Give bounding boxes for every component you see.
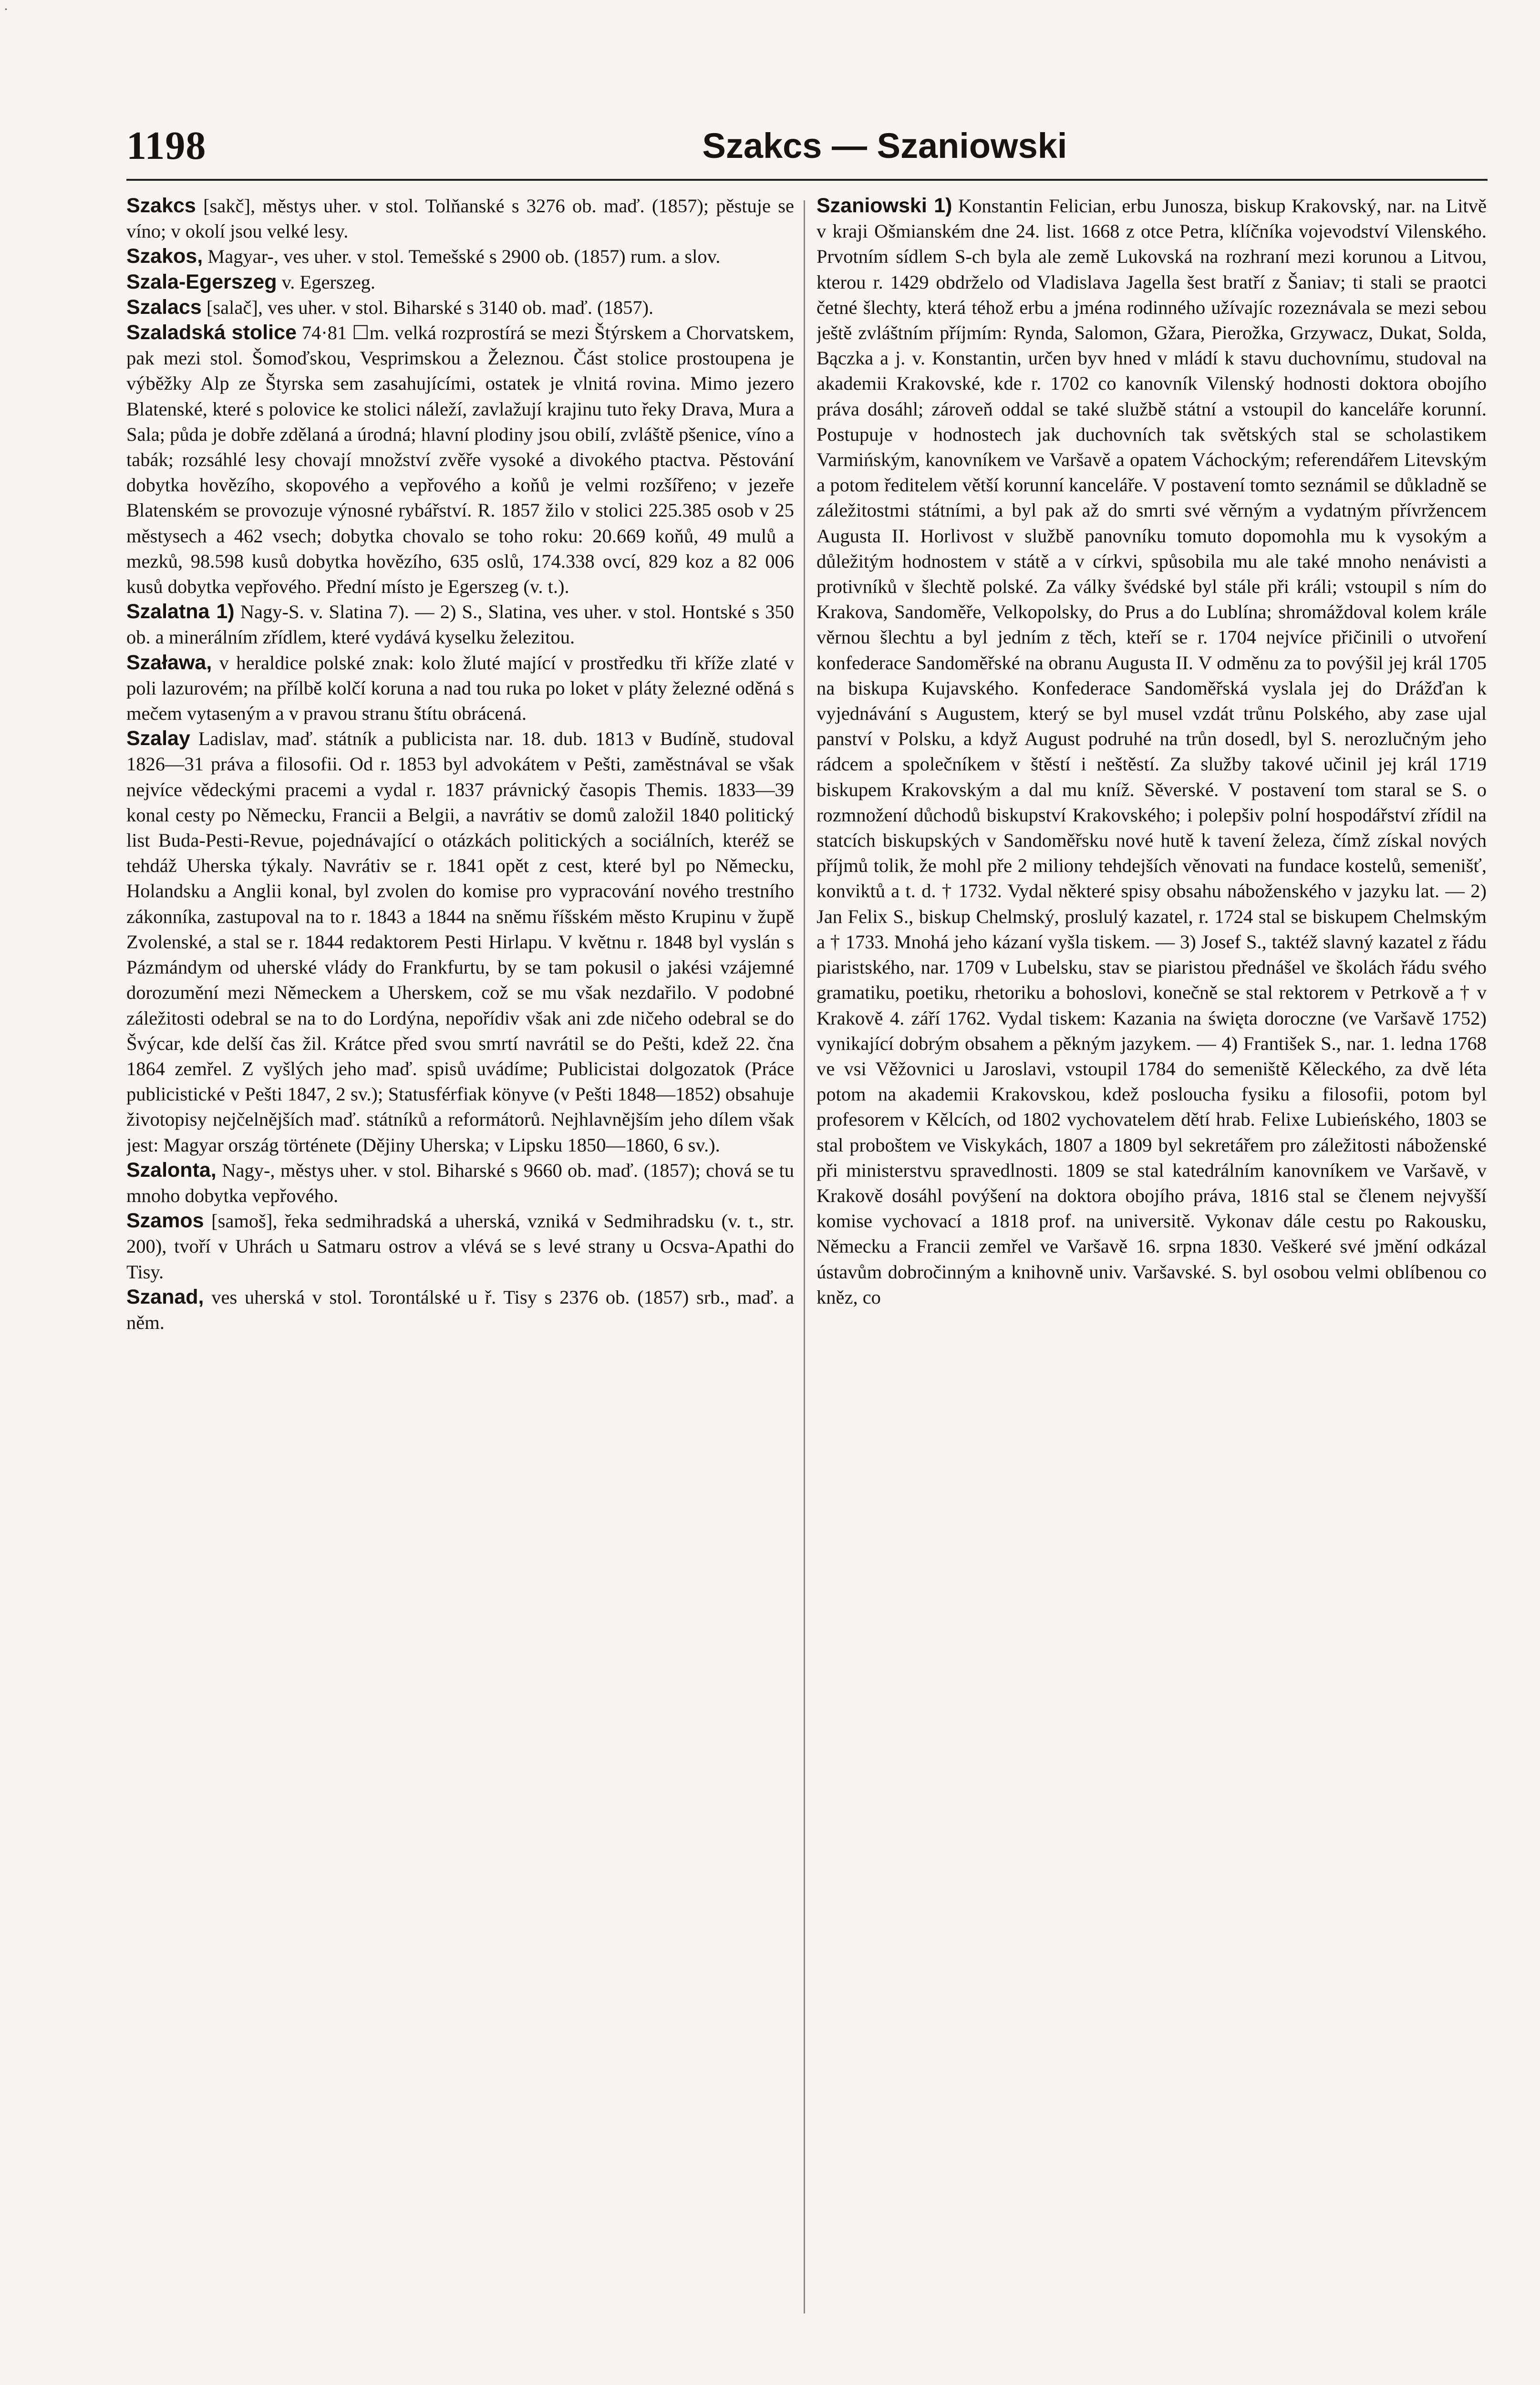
- entry-headword: Szalatna 1): [126, 600, 235, 623]
- entry-text: ves uherská v stol. Torontálské u ř. Tisy s 2376 ob. (1857) srb., maď. a něm.: [126, 1286, 794, 1333]
- entry-text: [salač], ves uher. v stol. Biharské s 3140 ob. maď. (1857).: [206, 296, 654, 318]
- entry: [126, 193, 794, 244]
- entry: [126, 1285, 794, 1335]
- entry: [126, 1158, 794, 1208]
- entry: [126, 295, 794, 320]
- entry-text: [samoš], řeka sedmihradská a uherská, vzniká v Sedmihradsku (v. t., str. 200), tvoří v Uhrách u Satmaru ostrov a vlévá se s levé strany u Ocsva-Apathi do Tisy.: [126, 1210, 794, 1283]
- entry-headword: Szalonta,: [126, 1158, 217, 1182]
- entry-headword: Szakcs: [126, 194, 196, 217]
- entry-headword: Szakos,: [126, 245, 203, 268]
- entry-text: Nagy-S. v. Slatina 7). — 2) S., Slatina, ves uher. v stol. Hontské s 350 ob. a minerálním zřídlem, které vydává kyselku železitou.: [126, 601, 794, 648]
- entry-text: Magyar-, ves uher. v stol. Temešské s 2900 ob. (1857) rum. a slov.: [207, 246, 721, 268]
- entry: [126, 650, 794, 726]
- entry-text: [sakč], městys uher. v stol. Tolňanské s 3276 ob. maď. (1857); pěstuje se víno; v okolí jsou velké lesy.: [126, 195, 794, 242]
- running-head: Szakcs — Szaniowski: [702, 126, 1067, 166]
- entry-headword: Szaniowski 1): [817, 194, 952, 217]
- entry: [126, 270, 794, 295]
- column-divider: [804, 200, 805, 2313]
- entry-text: 74·81 ☐m. velká rozprostírá se mezi Štýrskem a Chorvatskem, pak mezi stol. Šomoďskou, Vesprimskou a Železnou. Část stolice prostoupena je výběžky Alp ze Štyrska sem zasahujícími, ostatek je vlnitá rovina. Mimo jezero Blatenské, které s polovice ke stolici náleží, zavlažují krajinu tuto řeky Drava, Mura a Sala; půda je dobře zdělaná a úrodná; hlavní plodiny jsou obilí, zvláště pšenice, víno a tabák; rozsáhlé lesy chovají množství zvěře vysoké a divokého ptactva. Pěstování dobytka hovězího, skopového a vepřového a koňů je velmi rozšířeno; v jezeře Blatenském se provozuje výnosné rybářství. R. 1857 žilo v stolici 225.385 osob v 25 městysech a 462 vsech; dobytka chovalo se toho roku: 20.669 koňů, 49 mulů a mezků, 98.598 kusů dobytka hovězího, 635 oslů, 174.338 ovcí, 829 koz a 82 006 kusů dobytka vepřového. Přední místo je Egerszeg (v. t.).: [126, 322, 794, 598]
- entry: [126, 599, 794, 650]
- entry-text: v. Egerszeg.: [281, 271, 376, 293]
- page-header: [126, 112, 1488, 174]
- entry: [126, 726, 794, 1157]
- entry: [126, 1208, 794, 1285]
- entry-headword: Szalay: [126, 727, 190, 750]
- entry-headword: Szalacs: [126, 295, 202, 319]
- entry: [817, 193, 1487, 1310]
- left-column: [126, 193, 794, 2340]
- entry-headword: Szaladská stolice: [126, 321, 297, 344]
- entry-headword: Szaława,: [126, 651, 212, 674]
- header-rule: [126, 179, 1488, 181]
- entry-headword: Szanad,: [126, 1285, 204, 1308]
- entry: [126, 244, 794, 269]
- right-column: [817, 193, 1487, 2340]
- entry-headword: Szala-Egerszeg: [126, 270, 277, 293]
- entry: [126, 320, 794, 599]
- entry-text: Konstantin Felician, erbu Junosza, biskup Krakovský, nar. na Litvě v kraji Ošmianském dne 24. list. 1668 z otce Petra, klíčníka vojevodství Vilenského. Prvotním sídlem S-ch byla ale země Lukovská na rozhraní mezi korunou a Litvou, kterou r. 1429 obdrželo od Vladislava Jagella šest bratří z Šaniav; ti stali se praotci četné šlechty, která téhož erbu a jména rodinného užívajíc rozeznávala se mezi sebou ještě zvláštním příjmím: Rynda, Salomon, Gžara, Pierožka, Grzywacz, Dukat, Solda, Bączka a j. v. Konstantin, určen byv hned v mládí k stavu duchovnímu, studoval na akademii Krakovské, kde r. 1702 co kanovník Vilenský hodnosti doktora obojího práva dosáhl; zároveň oddal se také službě státní a vstoupil do kanceláře korunní. Postupuje v hodnostech jak duchovních tak světských stal se scholastikem Varmińským, kanovníkem ve Varšavě a opatem Váchockým; referendářem Litevským a potom ředitelem větší korunní kanceláře. V postavení tomto seznámil se důkladně se záležitostmi státními, a byl pak až do smrti své věrným a vydatným přívržencem Augusta II. Horlivost v službě panovníku tomuto dopomohla mu k vysokým a důležitým hodnostem v státě a v církvi, spůsobila mu ale také mnoho nenávisti a protivníků v šlechtě polské. Za války švédské byl stále při králi; vstoupil s ním do Krakova, Sandoměře, Velkopolsky, do Prus a do Lublína; shromáždoval kolem krále věrnou šlechtu a byl jedním z těch, kteří se r. 1704 nejvíce přičinili o utvoření konfederace Sandoměřské na obranu Augusta II. V odměnu za to povýšil jej král 1705 na biskupa Kujavského. Konfederace Sandoměřská vyslala jej do Drážďan k vyjednávání s Augustem, který se byl musel vzdát trůnu Polského, aby zase ujal panství v Polsku, a když August podruhé na trůn dosedl, byl S. nerozlučným jeho rádcem a společníkem v štěstí i neštěstí. Za služby takové učinil jej král 1719 biskupem Krakovským a dal mu kníž. Sěverské. V postavení tom staral se S. o rozmnožení důchodů biskupství Krakovského; i polepšiv polní hospodářství zřídil na statcích biskupských v Sandoměřsku nové hutě k tavení železa, čímž získal nových příjmů tolik, že mohl pře 2 miliony tehdejších věnovati na fundace kostelů, semenišť, konviktů a t. d. † 1732. Vydal některé spisy obsahu náboženského v jazyku lat. — 2) Jan Felix S., biskup Chelmský, proslulý kazatel, r. 1724 stal se biskupem Chelmským a † 1733. Mnohá jeho kázaní vyšla tiskem. — 3) Josef S., taktéž slavný kazatel z řádu piaristského, nar. 1709 v Lubelsku, stav se piaristou přednášel ve školách řádu svého gramatiku, poetiku, rhetoriku a bohoslovi, konečně se stal rektorem v Petrkově a † v Krakově 4. září 1762. Vydal tiskem: Kazania na święta doroczne (ve Varšavě 1752) vynikající dobrým obsahem a pěkným jazykem. — 4) František S., nar. 1. ledna 1768 ve vsi Věžovnici u Jaroslavi, vstoupil 1784 do semeniště Kěleckého, za dvě léta potom na akademii Krakovskou, kdež posloucha fysiku a filosofii, potom byl profesorem v Kělcích, od 1802 vychovatelem dětí hrab. Felixe Lubieńského, 1803 se stal proboštem ve Viskykách, 1807 a 1809 byl sekretářem pro záležitosti náboženské při ministerstvu spravedlnosti. 1809 se stal katedrálním kanovníkem ve Varšavě, v Krakově dosáhl povýšení na doktora obojího práva, 1816 stal se členem nejvyšší komise vychovací a 1818 prof. na universitě. Vykonav dále cestu po Rakousku, Německu a Francii zemřel ve Varšavě 16. srpna 1830. Veškeré své jmění odkázal ústavům dobročinným a knihovně univ. Varšavské. S. byl osobou velmi oblíbenou co kněz, co: [817, 195, 1487, 1308]
- scan-mark: ·: [4, 2, 9, 17]
- entry-text: v heraldice polské znak: kolo žluté mající v prostředku tři kříže zlaté v poli lazurovém; na přílbě kolčí koruna a nad tou ruka po loket v pláty železné oděná s mečem vytaseným a v pravou stranu štítu obrácená.: [126, 652, 794, 725]
- entry-text: Ladislav, maď. státník a publicista nar. 18. dub. 1813 v Budíně, studoval 1826—31 práva a filosofii. Od r. 1853 byl advokátem v Pešti, zaměstnával se však nejvíce vědeckými pracemi a vydal r. 1837 právnický časopis Themis. 1833—39 konal cesty po Německu, Francii a Belgii, a navrátiv se domů založil 1840 politický list Buda-Pesti-Revue, pojednávající o otázkách politických a sociálních, kteréž se tehdáž Uherska týkaly. Navrátiv se r. 1841 opět z cest, které byl po Německu, Holandsku a Anglii konal, byl zvolen do komise pro vypracování nového trestního zákonníka, zastupoval na to r. 1843 a 1844 na sněmu říšském město Krupinu v župě Zvolenské, a stal se r. 1844 redaktorem Pesti Hirlapu. V květnu r. 1848 byl vyslán s Pázmándym od uherské vlády do Frankfurtu, by se tam pokusil o jakési vzájemné dorozumění mezi Německem a Uherskem, což se mu však nezdařilo. V podobné záležitosti odebral se na to do Lordýna, nepořídiv však ani zde ničeho odebral se do Švýcar, kde delší čas žil. Krátce před svou smrtí navrátil se do Pešti, kdež 22. čna 1864 zemřel. Z vyšlých jeho maď. spisů uvádíme; Publicistai dolgozatok (Práce publicistické v Pešti 1847, 2 sv.); Statusférfiak könyve (v Pešti 1848—1852) obsahuje životopisy nejčelnějších maď. státníků a reformátorů. Nejhlavnějším jeho dílem však jest: Magyar ország története (Dějiny Uherska; v Lipsku 1850—1860, 6 sv.).: [126, 728, 794, 1156]
- entry-text: Nagy-, městys uher. v stol. Biharské s 9660 ob. maď. (1857); chová se tu mnoho dobytka vepřového.: [126, 1159, 794, 1206]
- page-number: 1198: [126, 124, 207, 168]
- entry-headword: Szamos: [126, 1209, 204, 1233]
